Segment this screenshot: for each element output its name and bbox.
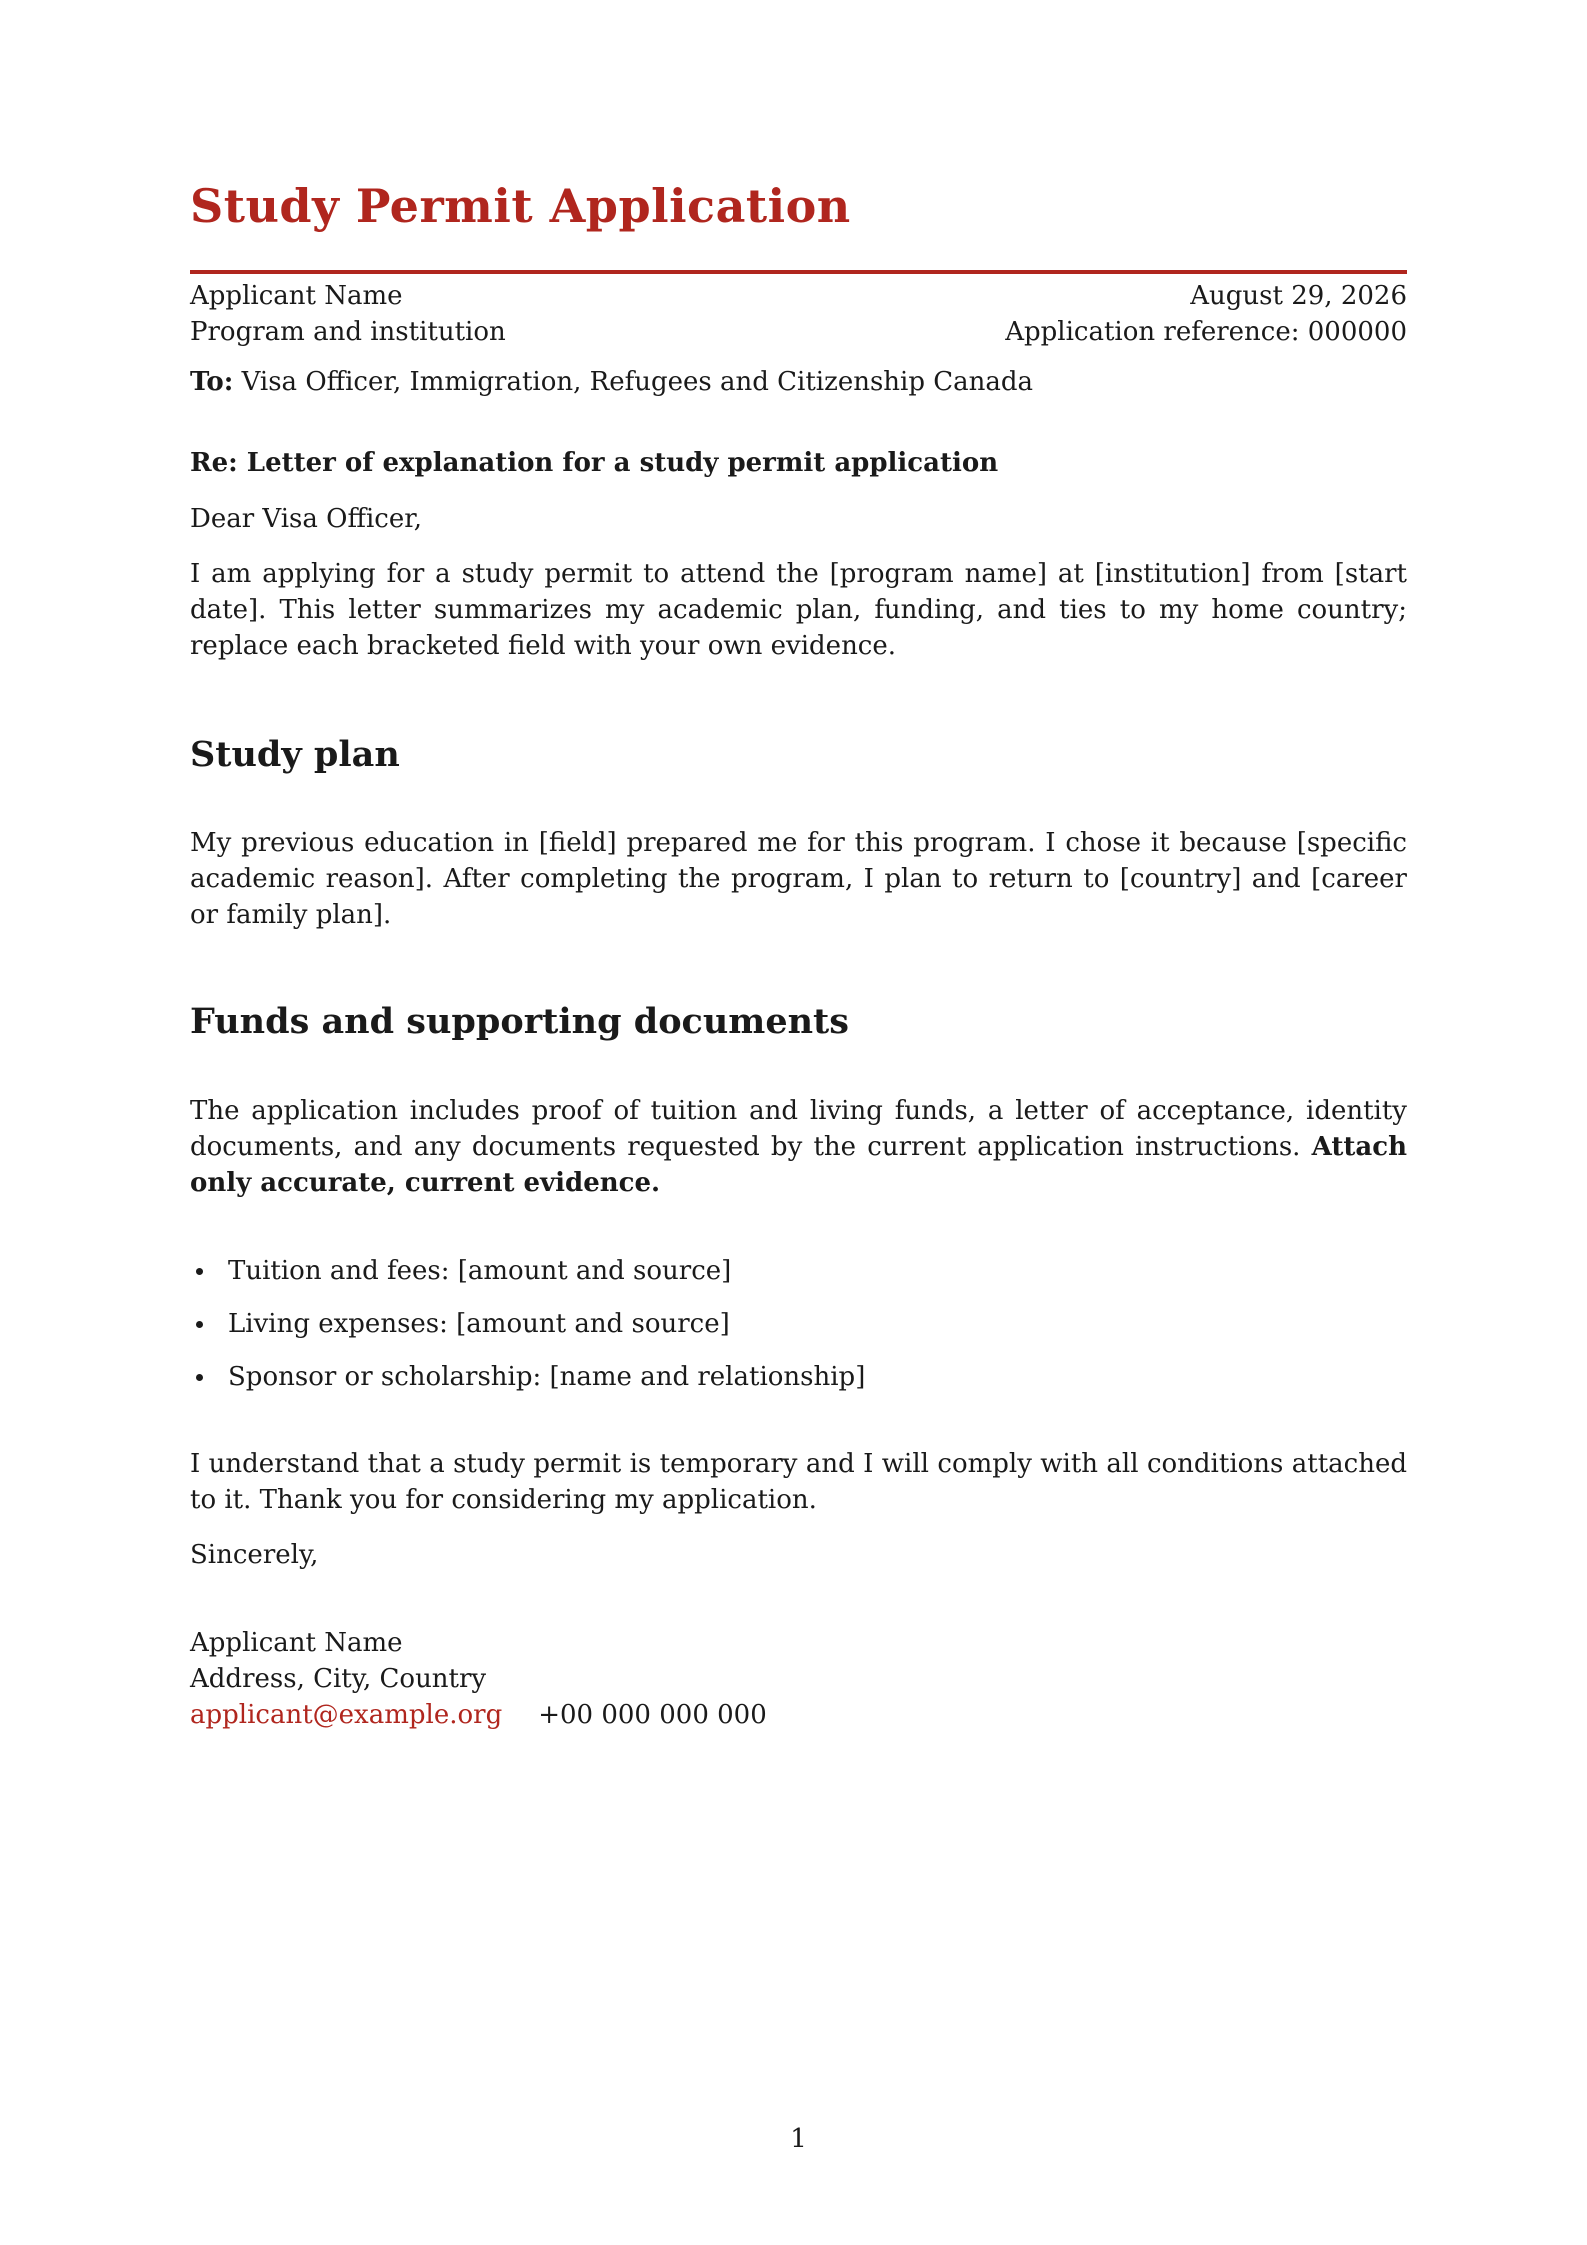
bullet-icon [196, 1321, 203, 1328]
applicant-name: Applicant Name [190, 281, 403, 311]
funds-list [190, 1253, 865, 1412]
signature-address: Address, City, Country [190, 1664, 487, 1694]
list-item-text: Living expenses: [amount and source] [228, 1309, 730, 1339]
letter-date: August 29, 2026 [1190, 281, 1407, 311]
letter-page [190, 0, 1407, 2245]
funds-heading: Funds and supporting documents [190, 1001, 849, 1042]
bullet-icon [196, 1268, 203, 1275]
salutation: Dear Visa Officer, [190, 504, 423, 534]
application-reference: Application reference: 000000 [1005, 317, 1407, 347]
list-item-text: Sponsor or scholarship: [name and relationship] [228, 1362, 866, 1392]
intro-paragraph: I am applying for a study permit to attend the [program name] at [institution] from [start date]. This letter summarizes my academic plan, funding, and ties to my home country; replace each bracketed field with your own evidence. [190, 559, 1407, 661]
title-rule [190, 270, 1407, 274]
recipient-line [190, 364, 1033, 400]
email-link[interactable]: applicant@example.org [190, 1700, 503, 1730]
closing-paragraph: I understand that a study permit is temporary and I will comply with all conditions attached to it. Thank you for considering my application. [190, 1449, 1407, 1515]
header-row-1 [190, 278, 1407, 314]
signoff: Sincerely, [190, 1540, 319, 1570]
subject-line: Re: Letter of explanation for a study permit application [190, 448, 999, 478]
bullet-icon [196, 1374, 203, 1381]
header-row-2 [190, 314, 1407, 350]
phone-number: +00 000 000 000 [538, 1700, 767, 1730]
list-item [190, 1306, 865, 1342]
study-plan-heading: Study plan [190, 734, 400, 775]
list-item [190, 1253, 865, 1289]
program-institution: Program and institution [190, 317, 506, 347]
recipient-label: To: [190, 367, 234, 397]
signature-contact [190, 1697, 767, 1733]
list-item-text: Tuition and fees: [amount and source] [228, 1256, 732, 1286]
funds-body: The application includes proof of tuition and living funds, a letter of acceptance, identity documents, and any documents requested by the current application instructions. [190, 1096, 1407, 1162]
list-item [190, 1359, 865, 1395]
recipient-value: Visa Officer, Immigration, Refugees and Citizenship Canada [241, 367, 1034, 397]
page-number: 1 [790, 2124, 807, 2154]
study-plan-paragraph: My previous education in [field] prepared me for this program. I chose it because [specific academic reason]. After completing the program, I plan to return to [country] and [career or family plan]. [190, 828, 1407, 930]
document-title: Study Permit Application [190, 179, 851, 233]
funds-emphasis: Attach only accurate, current evidence. [190, 1132, 1407, 1198]
signature-name: Applicant Name [190, 1628, 403, 1658]
funds-paragraph [190, 1093, 1407, 1201]
